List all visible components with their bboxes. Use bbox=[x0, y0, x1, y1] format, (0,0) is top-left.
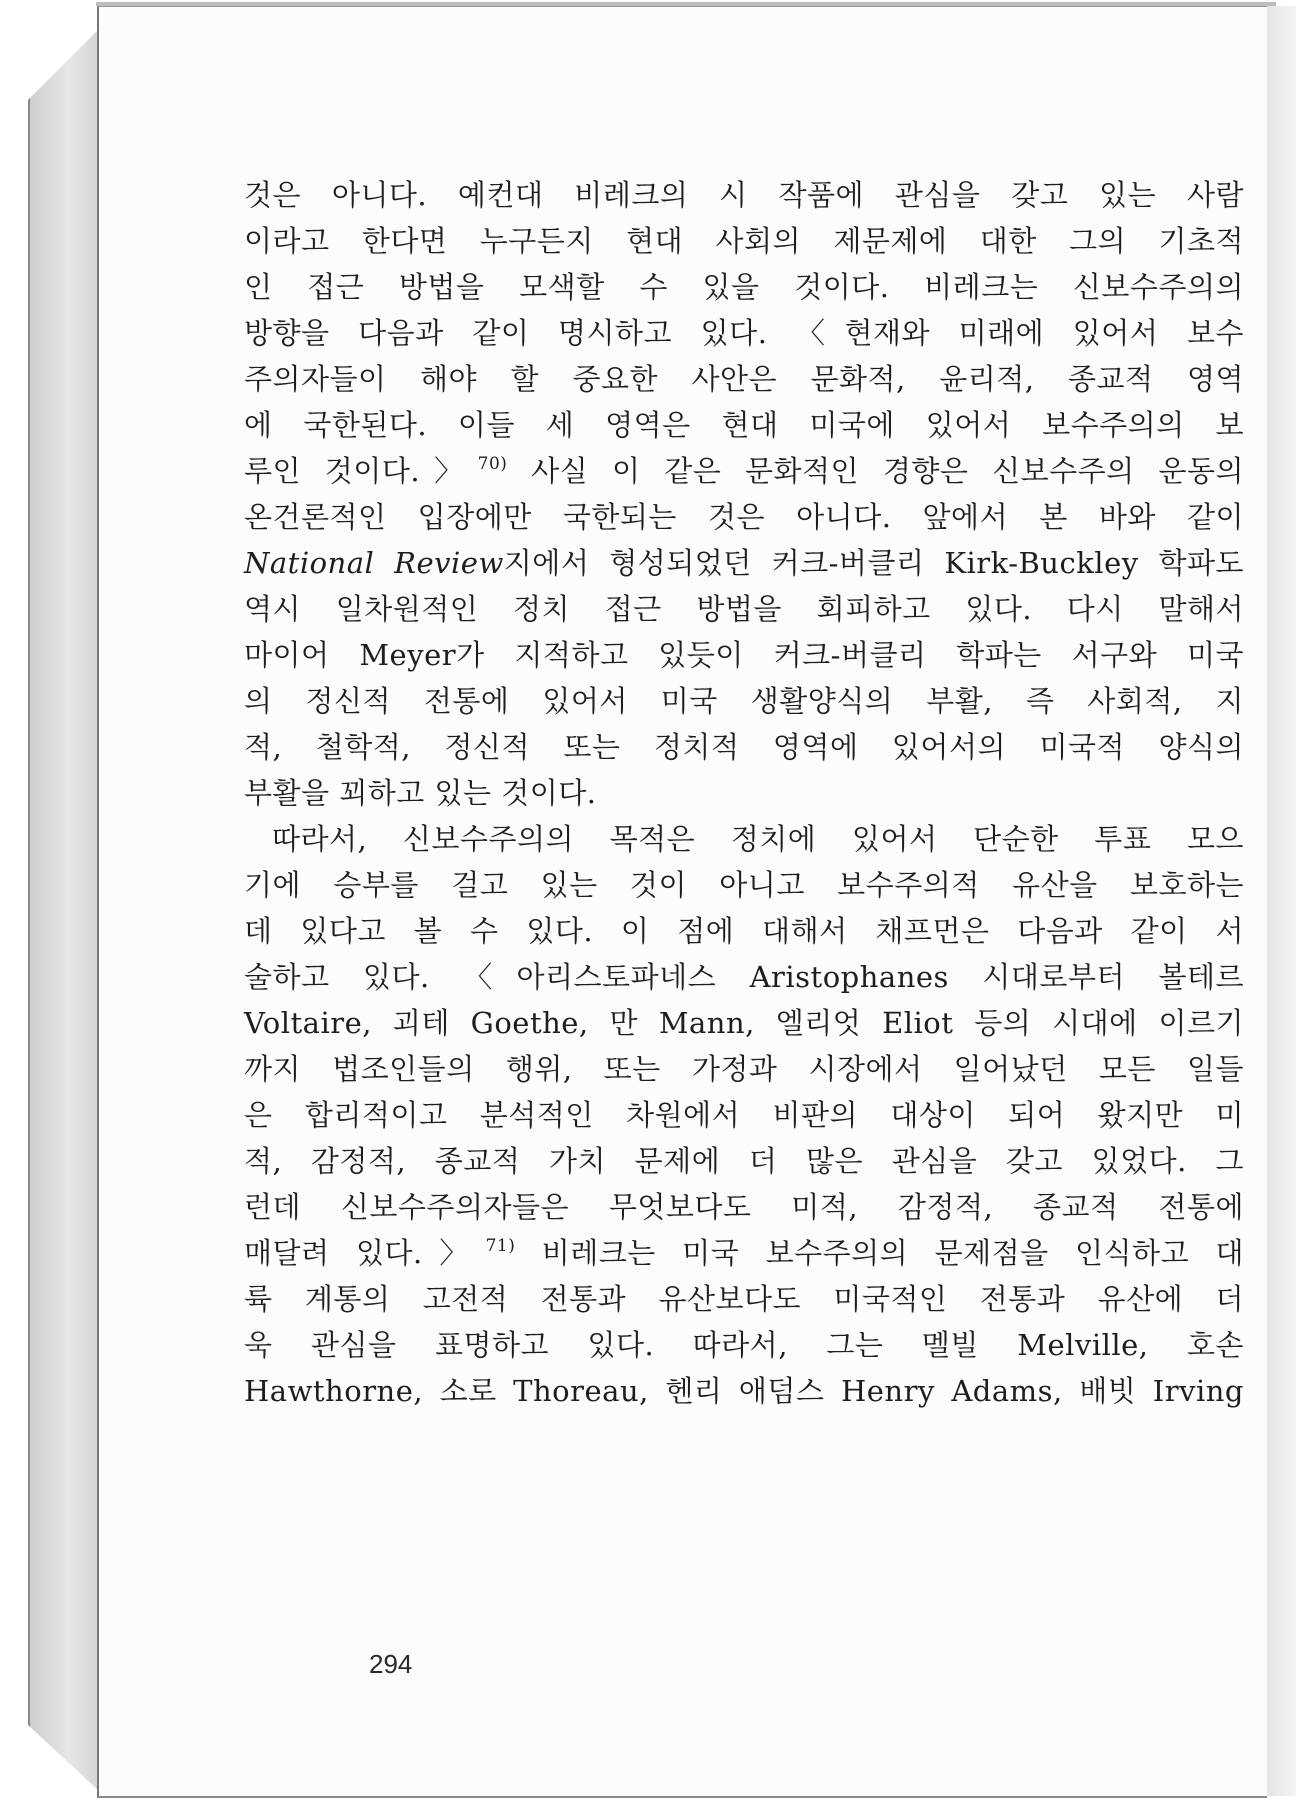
text-line: 은 합리적이고 분석적인 차원에서 비판의 대상이 되어 왔지만 미 bbox=[244, 1098, 1244, 1132]
text-line: 데 있다고 볼 수 있다. 이 점에 대해서 채프먼은 다음과 같이 서 bbox=[244, 914, 1244, 948]
text-line: 륙 계통의 고전적 전통과 유산보다도 미국적인 전통과 유산에 더 bbox=[244, 1282, 1244, 1316]
book-page bbox=[97, 6, 1267, 1798]
book-spine-side bbox=[28, 30, 100, 1790]
text-line: 적, 감정적, 종교적 가치 문제에 더 많은 관심을 갖고 있었다. 그 bbox=[244, 1144, 1244, 1178]
text-line: 인 접근 방법을 모색할 수 있을 것이다. 비레크는 신보수주의의 bbox=[244, 270, 1244, 304]
text-line: 마이어 Meyer가 지적하고 있듯이 커크-버클리 학파는 서구와 미국 bbox=[244, 638, 1244, 672]
text-line: 따라서, 신보수주의의 목적은 정치에 있어서 단순한 투표 모으 bbox=[272, 822, 1244, 856]
text-span: 루인 것이다.〉 bbox=[244, 454, 478, 488]
text-line bbox=[244, 451, 1244, 491]
text-line: 주의자들이 해야 할 중요한 사안은 문화적, 윤리적, 종교적 영역 bbox=[244, 362, 1244, 396]
text-line: 욱 관심을 표명하고 있다. 따라서, 그는 멜빌 Melville, 호손 bbox=[244, 1328, 1244, 1362]
footnote-ref-71: 71) bbox=[485, 1236, 516, 1256]
text-line: 방향을 다음과 같이 명시하고 있다. 〈현재와 미래에 있어서 보수 bbox=[244, 316, 1244, 350]
text-span: 지에서 형성되었던 커크-버클리 Kirk-Buckley 학파도 bbox=[503, 546, 1245, 580]
text-line: 것은 아니다. 예컨대 비레크의 시 작품에 관심을 갖고 있는 사람 bbox=[244, 178, 1244, 212]
text-line: 적, 철학적, 정신적 또는 정치적 영역에 있어서의 미국적 양식의 bbox=[244, 730, 1244, 764]
text-span: 사실 이 같은 문화적인 경향은 신보수주의 운동의 bbox=[507, 454, 1244, 488]
text-line: 부활을 꾀하고 있는 것이다. bbox=[244, 776, 597, 810]
text-line: 런데 신보수주의자들은 무엇보다도 미적, 감정적, 종교적 전통에 bbox=[244, 1190, 1244, 1224]
text-span: 매달려 있다.〉 bbox=[244, 1236, 486, 1270]
text-line: 까지 법조인들의 행위, 또는 가정과 시장에서 일어났던 모든 일들 bbox=[244, 1052, 1244, 1086]
text-line: Hawthorne, 소로 Thoreau, 헨리 애덤스 Henry Adams, 배빗 Irving bbox=[244, 1374, 1244, 1408]
text-line: Voltaire, 괴테 Goethe, 만 Mann, 엘리엇 Eliot 등의 시대에 이르기 bbox=[244, 1006, 1244, 1040]
footnote-ref-70: 70) bbox=[477, 454, 508, 474]
text-line: 역시 일차원적인 정치 접근 방법을 회피하고 있다. 다시 말해서 bbox=[244, 592, 1244, 626]
page-number: 294 bbox=[369, 1649, 413, 1679]
text-line bbox=[244, 543, 1244, 583]
journal-title: National Review bbox=[244, 546, 504, 580]
text-line bbox=[244, 1233, 1244, 1273]
text-line: 술하고 있다. 〈아리스토파네스 Aristophanes 시대로부터 볼테르 bbox=[244, 960, 1244, 994]
book-right-edge bbox=[1266, 6, 1296, 1796]
text-line: 기에 승부를 걸고 있는 것이 아니고 보수주의적 유산을 보호하는 bbox=[244, 868, 1244, 902]
text-line: 이라고 한다면 누구든지 현대 사회의 제문제에 대한 그의 기초적 bbox=[244, 224, 1244, 258]
text-line: 온건론적인 입장에만 국한되는 것은 아니다. 앞에서 본 바와 같이 bbox=[244, 500, 1244, 534]
text-line: 의 정신적 전통에 있어서 미국 생활양식의 부활, 즉 사회적, 지 bbox=[244, 684, 1244, 718]
text-line: 에 국한된다. 이들 세 영역은 현대 미국에 있어서 보수주의의 보 bbox=[244, 408, 1244, 442]
text-span: 비레크는 미국 보수주의의 문제점을 인식하고 대 bbox=[515, 1236, 1245, 1270]
